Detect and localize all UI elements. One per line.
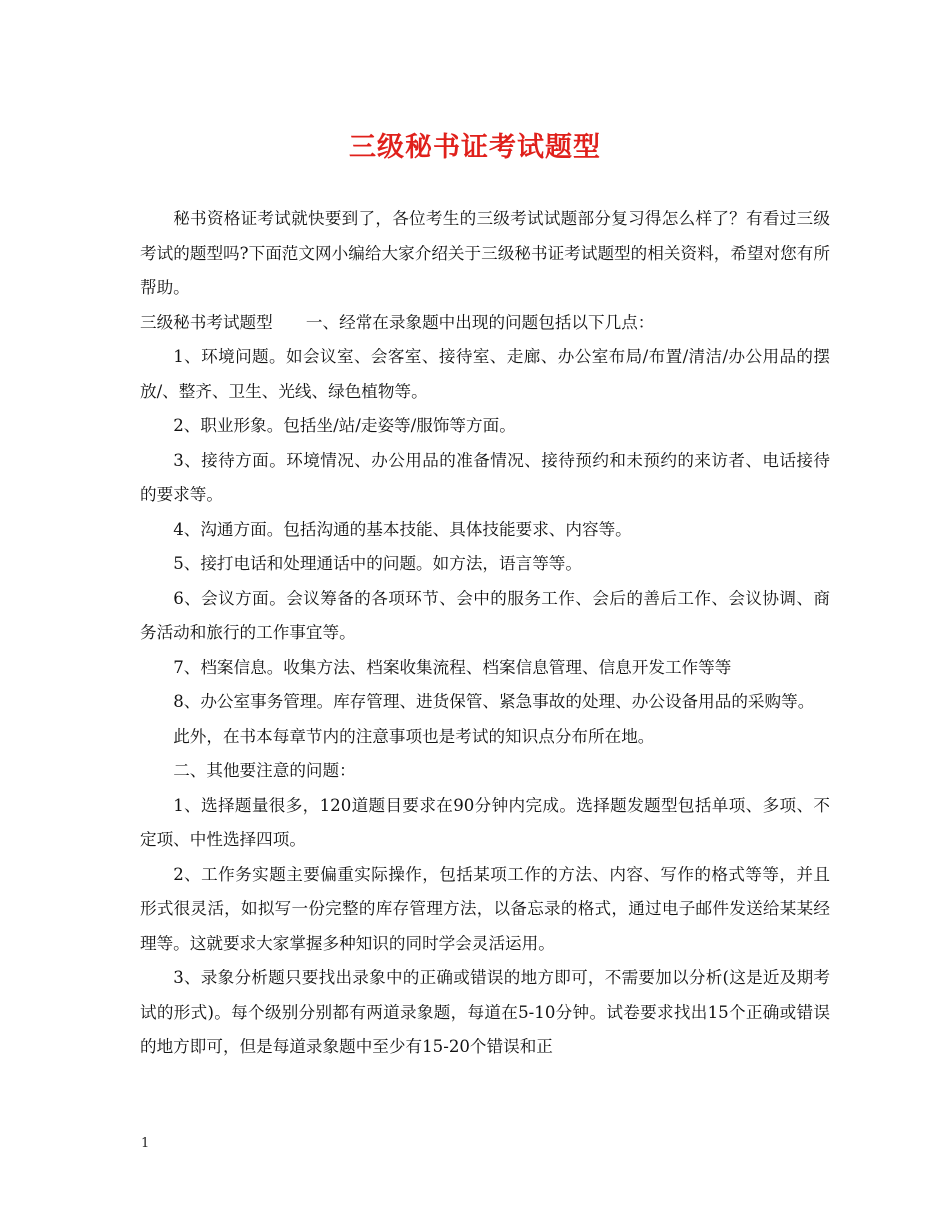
paragraph-item: 8、办公室事务管理。库存管理、进货保管、紧急事故的处理、办公设备用品的采购等。 [173,692,815,711]
paragraph-subheading: 二、其他要注意的问题： [173,761,356,780]
paragraph-item: 3、录象分析题只要找出录象中的正确或错误的地方即可，不需要加以分析(这是近及期考试的形式)。每个级别分别都有两道录象题，每道在5-10分钟。试卷要求找出15个正确或错误的地方即可，但是每道录象题中至少有15-20个错误和正 [140,968,830,1056]
paragraph-item: 5、接打电话和处理通话中的问题。如方法，语言等等。 [173,554,582,573]
paragraph-item: 6、会议方面。会议筹备的各项环节、会中的服务工作、会后的善后工作、会议协调、商务活动和旅行的工作事宜等。 [140,588,830,642]
paragraph-item: 1、环境问题。如会议室、会客室、接待室、走廊、办公室布局/布置/清洁/办公用品的摆放/、整齐、卫生、光线、绿色植物等。 [140,347,830,401]
paragraph-intro: 秘书资格证考试就快要到了，各位考生的三级考试试题部分复习得怎么样了？有看过三级考试的题型吗?下面范文网小编给大家介绍关于三级秘书证考试题型的相关资料，希望对您有所帮助。 [140,209,830,297]
paragraph-item: 3、接待方面。环境情况、办公用品的准备情况、接待预约和未预约的来访者、电话接待的要求等。 [140,450,830,504]
document-body [140,202,830,1065]
paragraph-item: 4、沟通方面。包括沟通的基本技能、具体技能要求、内容等。 [173,519,632,539]
paragraph-item: 2、职业形象。包括坐/站/走姿等/服饰等方面。 [173,416,516,435]
paragraph-item: 1、选择题量很多，120道题目要求在90分钟内完成。选择题发题型包括单项、多项、不定项、中性选择四项。 [140,795,830,849]
document-title: 三级秘书证考试题型 [349,132,601,163]
paragraph-section-heading: 三级秘书考试题型 一、经常在录象题中出现的问题包括以下几点： [140,312,655,332]
paragraph-item: 7、档案信息。收集方法、档案收集流程、档案信息管理、信息开发工作等等 [173,657,732,677]
paragraph-item: 2、工作务实题主要偏重实际操作，包括某项工作的方法、内容、写作的格式等等，并且形式很灵活，如拟写一份完整的库存管理方法，以备忘录的格式，通过电子邮件发送给某某经理等。这就要求大家掌握多种知识的同时学会灵活运用。 [140,864,830,953]
paragraph-note: 此外，在书本每章节内的注意事项也是考试的知识点分布所在地。 [173,726,655,746]
page-number: 1 [141,1136,150,1151]
